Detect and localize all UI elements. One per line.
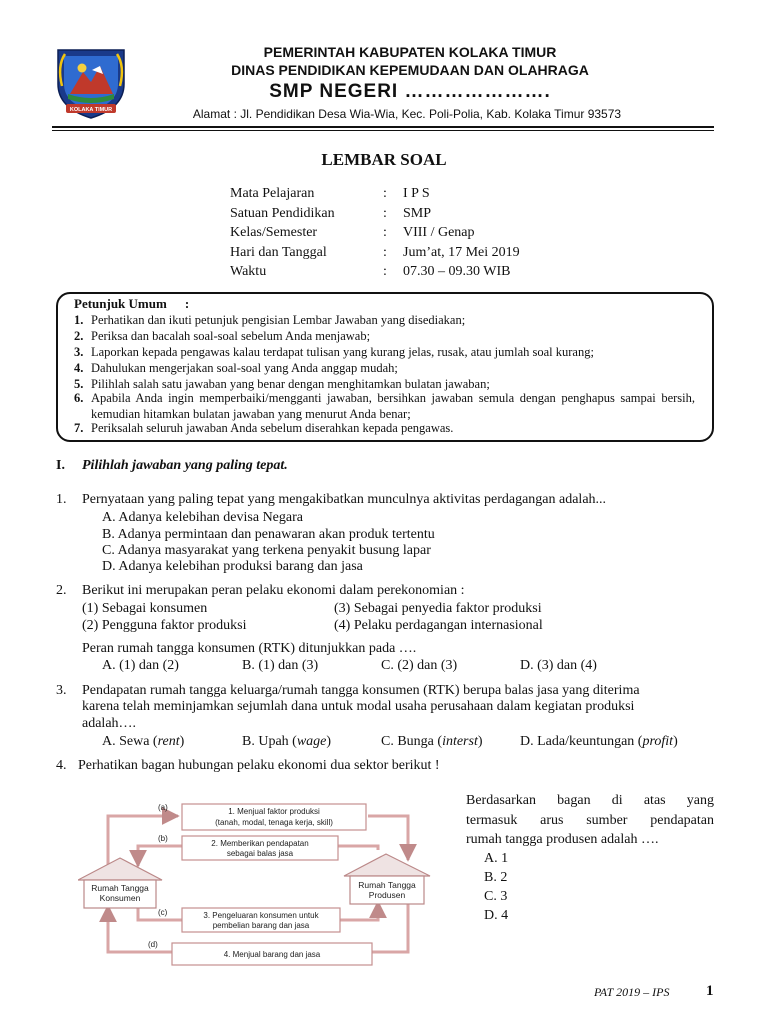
option-text: A. Sewa ( — [102, 734, 158, 749]
instructions-title-colon: : — [184, 296, 190, 311]
question-3-option-d[interactable] — [520, 734, 678, 750]
instructions-title — [74, 296, 189, 312]
instruction-number: 4. — [74, 361, 84, 375]
question-2-text: Berikut ini merupakan peran pelaku ekonomi dalam perekonomian : — [82, 583, 465, 598]
option-text: ) — [673, 734, 678, 749]
question-1-option-c[interactable]: C. Adanya masyarakat yang terkena penyakit busung lapar — [102, 543, 431, 558]
option-text: ) — [179, 734, 185, 749]
instruction-item — [74, 420, 696, 436]
question-3-option-c[interactable] — [381, 734, 483, 750]
question-4-option-b[interactable]: B. 2 — [484, 870, 508, 885]
economic-circular-flow-diagram — [78, 800, 448, 970]
page-number: 1 — [706, 983, 714, 999]
instruction-number: 6. — [74, 391, 84, 405]
question-3-option-b[interactable] — [242, 734, 331, 750]
question-4-option-a[interactable]: A. 1 — [484, 851, 509, 866]
question-4-number: 4. — [56, 758, 67, 773]
info-label: Waktu — [230, 264, 267, 279]
option-text: ) — [326, 734, 332, 749]
question-2-role: (1) Sebagai konsumen — [82, 601, 208, 616]
flow-box-3-text: 3. Pengeluaran konsumen untuk — [203, 911, 319, 920]
question-4-option-d[interactable]: D. 4 — [484, 908, 509, 923]
instruction-text: Perhatikan dan ikuti petunjuk pengisian Lembar Jawaban yang disediakan; — [91, 313, 466, 327]
instruction-item — [74, 344, 696, 360]
flow-box-1-subtext: (tanah, modal, tenaga kerja, skill) — [215, 818, 333, 827]
question-2-stem: Peran rumah tangga konsumen (RTK) ditunjukkan pada …. — [82, 641, 417, 656]
instruction-text: Periksalah seluruh jawaban Anda sebelum diserahkan kepada pengawas. — [91, 421, 454, 435]
option-term: profit — [642, 734, 674, 749]
flow-box-2-subtext: sebagai balas jasa — [226, 849, 294, 858]
instruction-number: 5. — [74, 377, 84, 391]
page-title: LEMBAR SOAL — [321, 150, 447, 169]
instruction-number: 7. — [74, 421, 84, 435]
government-header: PEMERINTAH KABUPATEN KOLAKA TIMUR — [263, 44, 557, 60]
instruction-text: Periksa dan bacalah soal-soal sebelum Anda menjawab; — [91, 329, 371, 343]
flow-label-b: (b) — [158, 834, 168, 843]
school-address: Alamat : Jl. Pendidikan Desa Wia-Wia, Kec. Poli-Polia, Kab. Kolaka Timur 93573 — [192, 107, 622, 121]
question-1-option-d[interactable]: D. Adanya kelebihan produksi barang dan jasa — [102, 559, 363, 574]
regency-emblem-logo — [52, 44, 130, 120]
question-2-role: (3) Sebagai penyedia faktor produksi — [334, 601, 542, 616]
flow-box-3-subtext: pembelian barang dan jasa — [212, 921, 310, 930]
question-1-text: Pernyataan yang paling tepat yang mengakibatkan munculnya aktivitas perdagangan adalah... — [82, 492, 607, 507]
instruction-text: Apabila Anda ingin memperbaiki/mengganti jawaban, bersihkan jawaban semula dengan penghapus sampai bersih, kemudian hitamkan bulatan jawaban yang menurut Anda benar; — [91, 391, 695, 421]
logo-text: KOLAKA TIMUR — [69, 107, 113, 113]
flow-box-4-text: 4. Menjual barang dan jasa — [223, 950, 321, 959]
option-text: D. Lada/keuntungan ( — [520, 734, 643, 749]
info-colon: : — [383, 244, 387, 260]
flow-box-1-text: 1. Menjual faktor produksi — [228, 807, 320, 816]
info-label: Mata Pelajaran — [230, 186, 315, 201]
school-name: SMP NEGERI …………………. — [269, 81, 551, 102]
header-divider — [52, 126, 714, 128]
instruction-item — [74, 390, 696, 422]
department-header: DINAS PENDIDIKAN KEPEMUDAAN DAN OLAHRAGA — [231, 62, 589, 78]
info-colon: : — [383, 205, 387, 221]
question-4-side-text-line: Berdasarkan bagan di atas yang — [466, 793, 714, 808]
info-label: Kelas/Semester — [230, 225, 318, 240]
option-text: C. Bunga ( — [381, 734, 443, 749]
option-term: rent — [157, 734, 180, 749]
question-1-number: 1. — [56, 492, 67, 507]
question-4-option-c[interactable]: C. 3 — [484, 889, 508, 904]
house-consumer-label: Rumah Tangga — [91, 883, 149, 893]
question-2-option-a[interactable]: A. (1) dan (2) — [102, 658, 179, 673]
option-term: interst — [442, 734, 478, 749]
flow-label-d: (d) — [148, 940, 158, 949]
instruction-text: Pilihlah salah satu jawaban yang benar dengan menghitamkan bulatan jawaban; — [91, 377, 490, 391]
header-divider-thin — [52, 130, 714, 131]
question-1-option-a[interactable]: A. Adanya kelebihan devisa Negara — [102, 510, 303, 525]
question-3-option-a[interactable] — [102, 734, 184, 750]
instruction-item — [74, 312, 696, 328]
section-number: I. — [56, 458, 65, 473]
question-2-option-c[interactable]: C. (2) dan (3) — [381, 658, 458, 673]
instruction-number: 2. — [74, 329, 84, 343]
question-3-text-line: Pendapatan rumah tangga keluarga/rumah tangga konsumen (RTK) berupa balas jasa yang diterima — [82, 683, 640, 698]
option-text: B. Upah ( — [242, 734, 297, 749]
question-2-option-d[interactable]: D. (3) dan (4) — [520, 658, 597, 673]
flow-box-2-text: 2. Memberikan pendapatan — [211, 839, 309, 848]
info-value: Jum’at, 17 Mei 2019 — [403, 244, 520, 260]
option-text: ) — [477, 734, 483, 749]
instruction-number: 1. — [74, 313, 84, 327]
house-producer-sublabel: Produsen — [368, 890, 406, 900]
instruction-item — [74, 328, 696, 344]
instruction-item — [74, 360, 696, 376]
option-term: wage — [296, 734, 327, 749]
instruction-text: Laporkan kepada pengawas kalau terdapat tulisan yang kurang jelas, rusak, atau jumlah soal kurang; — [91, 345, 594, 359]
info-colon: : — [383, 186, 387, 201]
flow-label-c: (c) — [158, 908, 168, 917]
house-consumer-sublabel: Konsumen — [99, 893, 141, 903]
instruction-number: 3. — [74, 345, 84, 359]
question-2-role: (2) Pengguna faktor produksi — [82, 618, 247, 633]
question-2-option-b[interactable]: B. (1) dan (3) — [242, 658, 319, 673]
question-2-role: (4) Pelaku perdagangan internasional — [334, 618, 543, 633]
info-label: Satuan Pendidikan — [230, 205, 335, 221]
section-heading — [56, 458, 288, 474]
question-4-side-text-line: termasuk arus sumber pendapatan — [466, 813, 714, 828]
question-3-text-line: adalah…. — [82, 716, 137, 731]
info-label: Hari dan Tanggal — [230, 244, 327, 260]
page-footer-label: PAT 2019 – IPS — [594, 985, 670, 999]
question-3-text-line: karena telah meminjamkan sejumlah dana untuk modal usaha perusahaan dalam kegiatan produksi — [82, 699, 635, 714]
info-value: SMP — [403, 205, 432, 221]
instructions-title-text: Petunjuk Umum — [74, 296, 167, 311]
instruction-text: Dahulukan mengerjakan soal-soal yang Anda anggap mudah; — [91, 361, 398, 375]
question-2-number: 2. — [56, 583, 67, 598]
house-producer-label: Rumah Tangga — [358, 880, 416, 890]
section-title: Pilihlah jawaban yang paling tepat. — [82, 458, 288, 473]
info-value: VIII / Genap — [403, 225, 475, 240]
info-colon: : — [383, 225, 387, 240]
info-colon: : — [383, 264, 387, 279]
question-4-text: Perhatikan bagan hubungan pelaku ekonomi dua sektor berikut ! — [78, 758, 440, 773]
question-1-option-b[interactable]: B. Adanya permintaan dan penawaran akan produk tertentu — [102, 527, 435, 542]
info-value: I P S — [403, 186, 430, 201]
question-3-number: 3. — [56, 683, 67, 698]
flow-label-a: (a) — [158, 803, 168, 812]
question-4-side-text-line: rumah tangga produsen adalah …. — [466, 832, 659, 847]
info-value: 07.30 – 09.30 WIB — [403, 264, 511, 279]
